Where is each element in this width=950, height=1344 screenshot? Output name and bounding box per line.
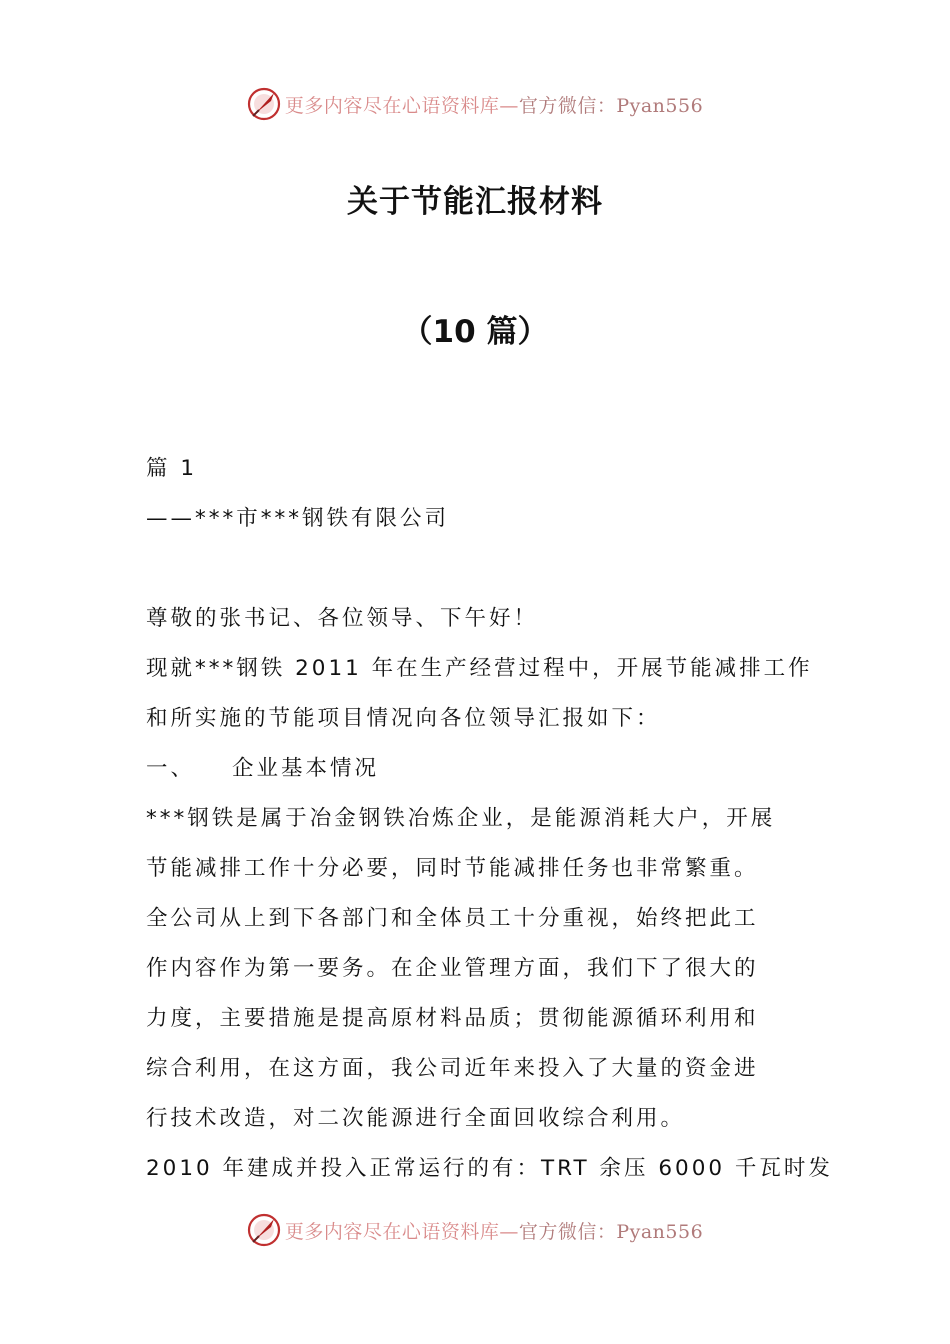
section-heading [146,749,811,799]
source-line: ——***市***钢铁有限公司 [146,506,450,531]
paragraph-line: 作内容作为第一要务。在企业管理方面，我们下了很大的 [146,956,759,981]
quill-logo-icon [247,1213,281,1247]
paragraph-line: 尊敬的张书记、各位领导、下午好！ [146,606,539,631]
paragraph-line: 2010 年建成并投入正常运行的有：TRT 余压 6000 千瓦时发 [146,1156,833,1181]
banner-text: 更多内容尽在心语资料库—官方微信：Pyan556 [284,1220,704,1243]
document-subtitle: （10 篇） [401,314,549,350]
document-body [146,449,833,1199]
paragraph-line: 综合利用，在这方面，我公司近年来投入了大量的资金进 [146,1056,759,1081]
footer-banner [0,1210,950,1250]
section-label: 篇 1 [146,456,198,481]
banner-text: 更多内容尽在心语资料库—官方微信：Pyan556 [284,94,704,117]
heading-text: 企业基本情况 [232,756,380,781]
header-banner [0,84,950,124]
quill-logo-icon [247,87,281,121]
paragraph-line: 现就***钢铁 2011 年在生产经营过程中，开展节能减排工作 [146,656,813,681]
document-title: 关于节能汇报材料 [347,184,603,220]
paragraph-line: 行技术改造，对二次能源进行全面回收综合利用。 [146,1106,686,1131]
heading-number: 一、 [146,756,196,781]
paragraph-line: ***钢铁是属于冶金钢铁冶炼企业，是能源消耗大户，开展 [146,806,776,831]
blank-line [146,549,811,599]
paragraph-line: 和所实施的节能项目情况向各位领导汇报如下： [146,706,661,731]
paragraph-line: 节能减排工作十分必要，同时节能减排任务也非常繁重。 [146,856,759,881]
paragraph-line: 全公司从上到下各部门和全体员工十分重视，始终把此工 [146,906,759,931]
paragraph-line: 力度，主要措施是提高原材料品质；贯彻能源循环利用和 [146,1006,759,1031]
